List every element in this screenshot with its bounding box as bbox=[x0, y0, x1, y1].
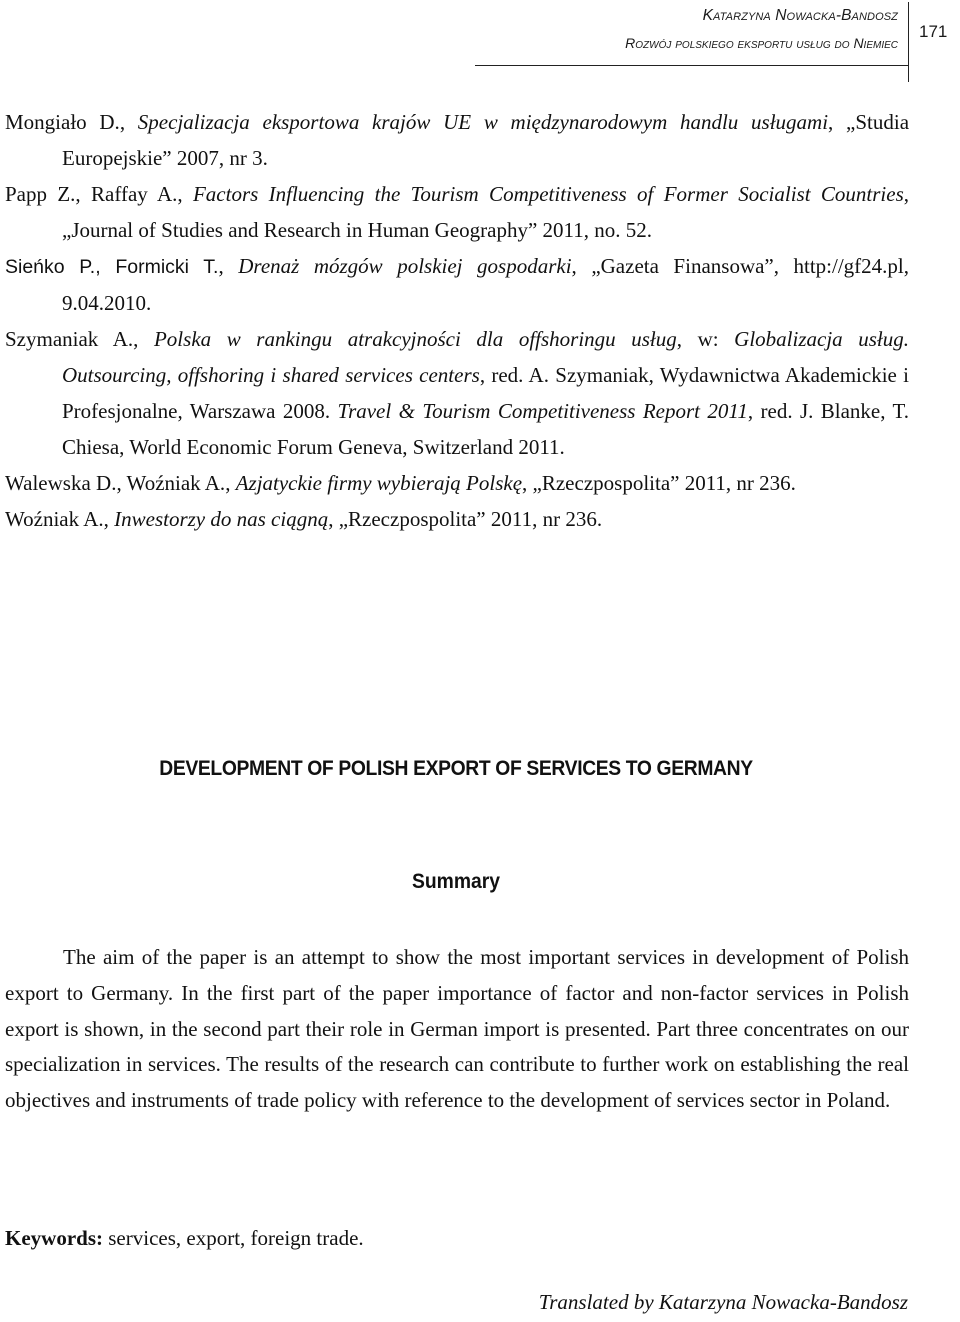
keywords-value: services, export, foreign trade. bbox=[108, 1226, 364, 1250]
page-number: 171 bbox=[919, 22, 948, 41]
reference-item: Woźniak A., Inwestorzy do nas ciągną, „Rzeczpospolita” 2011, nr 236. bbox=[5, 507, 603, 531]
keywords-label: Keywords: bbox=[5, 1226, 103, 1250]
keywords-line bbox=[5, 1226, 364, 1251]
reference-author: Sieńko P., Formicki T. bbox=[5, 256, 219, 278]
reference-report-details: red. J. Blanke, T. Chiesa, World Economic Forum Geneva, Switzerland 2011. bbox=[62, 399, 910, 459]
reference-item: Sieńko P., Formicki T., Drenaż mózgów polskiej gospodarki, „Gazeta Finansowa”, http://gf24.pl, 9.04.2010. bbox=[5, 254, 910, 315]
header-divider bbox=[475, 65, 908, 66]
reference-book-details: red. A. Szymaniak, Wydawnictwa Akademickie i Profesjonalne, Warszawa 2008. bbox=[62, 363, 909, 423]
reference-report-title: Travel & Tourism Competitiveness Report 2011 bbox=[337, 399, 748, 423]
references-list bbox=[5, 104, 909, 537]
running-header bbox=[0, 0, 960, 80]
reference-source: „Rzeczpospolita” 2011, nr 236. bbox=[338, 507, 603, 531]
reference-title: Azjatyckie firmy wybierają Polskę bbox=[235, 471, 523, 495]
reference-author: Papp Z., Raffay A. bbox=[5, 182, 178, 206]
reference-item: Walewska D., Woźniak A., Azjatyckie firmy wybierają Polskę, „Rzeczpospolita” 2011, nr 236. bbox=[5, 471, 796, 495]
header-article-title bbox=[625, 35, 898, 51]
translator-note: Translated by Katarzyna Nowacka-Bandosz bbox=[538, 1290, 908, 1314]
reference-item: Mongiało D., Specjalizacja eksportowa krajów UE w międzynarodowym handlu usługami, „Studia Europejskie” 2007, nr 3. bbox=[5, 110, 910, 170]
summary-text: The aim of the paper is an attempt to show the most important services in development of Polish export to Germany. In the first part of the paper importance of factor and non-factor services in Polish export is shown, in the second part their role in German import is presented. Part three concentrates on our specialization in services. The results of the research can contribute to further work on establishing the real objectives and instruments of trade policy with reference to the development of services sector in Poland. bbox=[5, 945, 909, 1113]
reference-author: Walewska D., Woźniak A. bbox=[5, 471, 226, 495]
reference-item: Szymaniak A., Polska w rankingu atrakcyjności dla offshoringu usług, w: Globalizacja usług. Outsourcing, offshoring i shared services centers, red. A. Szymaniak, Wydawnictwa Akademickie i Profesjonalne, Warszawa 2008. Travel & Tourism Competitiveness Report 2011, red. J. Blanke, T. Chiesa, World Economic Forum Geneva, Switzerland 2011. bbox=[5, 327, 910, 459]
reference-w: w: bbox=[697, 327, 719, 351]
reference-source: „Studia Europejskie” 2007, nr 3. bbox=[62, 110, 910, 170]
reference-book-title: Globalizacja usług. Outsourcing, offshoring i shared services centers bbox=[62, 327, 910, 387]
header-author-text: Katarzyna Nowacka-Bandosz bbox=[702, 7, 898, 24]
reference-title: Drenaż mózgów polskiej gospodarki bbox=[238, 254, 572, 278]
header-author bbox=[703, 7, 898, 25]
reference-item: Papp Z., Raffay A., Factors Influencing the Tourism Competitiveness of Former Socialist Countries, „Journal of Studies and Research in Human Geography” 2011, no. 52. bbox=[5, 182, 909, 242]
reference-title: Polska w rankingu atrakcyjności dla offshoringu usług bbox=[153, 327, 677, 351]
reference-source: „Gazeta Finansowa”, http://gf24.pl, 9.04.2010. bbox=[62, 254, 910, 315]
reference-source: „Rzeczpospolita” 2011, nr 236. bbox=[532, 471, 796, 495]
reference-title: Factors Influencing the Tourism Competitiveness of Former Socialist Countries bbox=[192, 182, 904, 206]
header-vertical-rule bbox=[908, 2, 909, 82]
reference-title: Inwestorzy do nas ciągną bbox=[114, 507, 329, 531]
reference-source: „Journal of Studies and Research in Human Geography” 2011, no. 52. bbox=[62, 218, 652, 242]
header-article-title-text: Rozwój polskiego eksportu usług do Niemiec bbox=[625, 35, 898, 51]
reference-author: Woźniak A. bbox=[5, 507, 104, 531]
summary-heading: Summary bbox=[411, 870, 501, 893]
english-title: DEVELOPMENT OF POLISH EXPORT OF SERVICES TO GERMANY bbox=[159, 757, 753, 780]
reference-title: Specjalizacja eksportowa krajów UE w międzynarodowym handlu usługami bbox=[137, 110, 829, 134]
reference-author: Szymaniak A. bbox=[5, 327, 134, 351]
reference-author: Mongiało D. bbox=[5, 110, 120, 134]
